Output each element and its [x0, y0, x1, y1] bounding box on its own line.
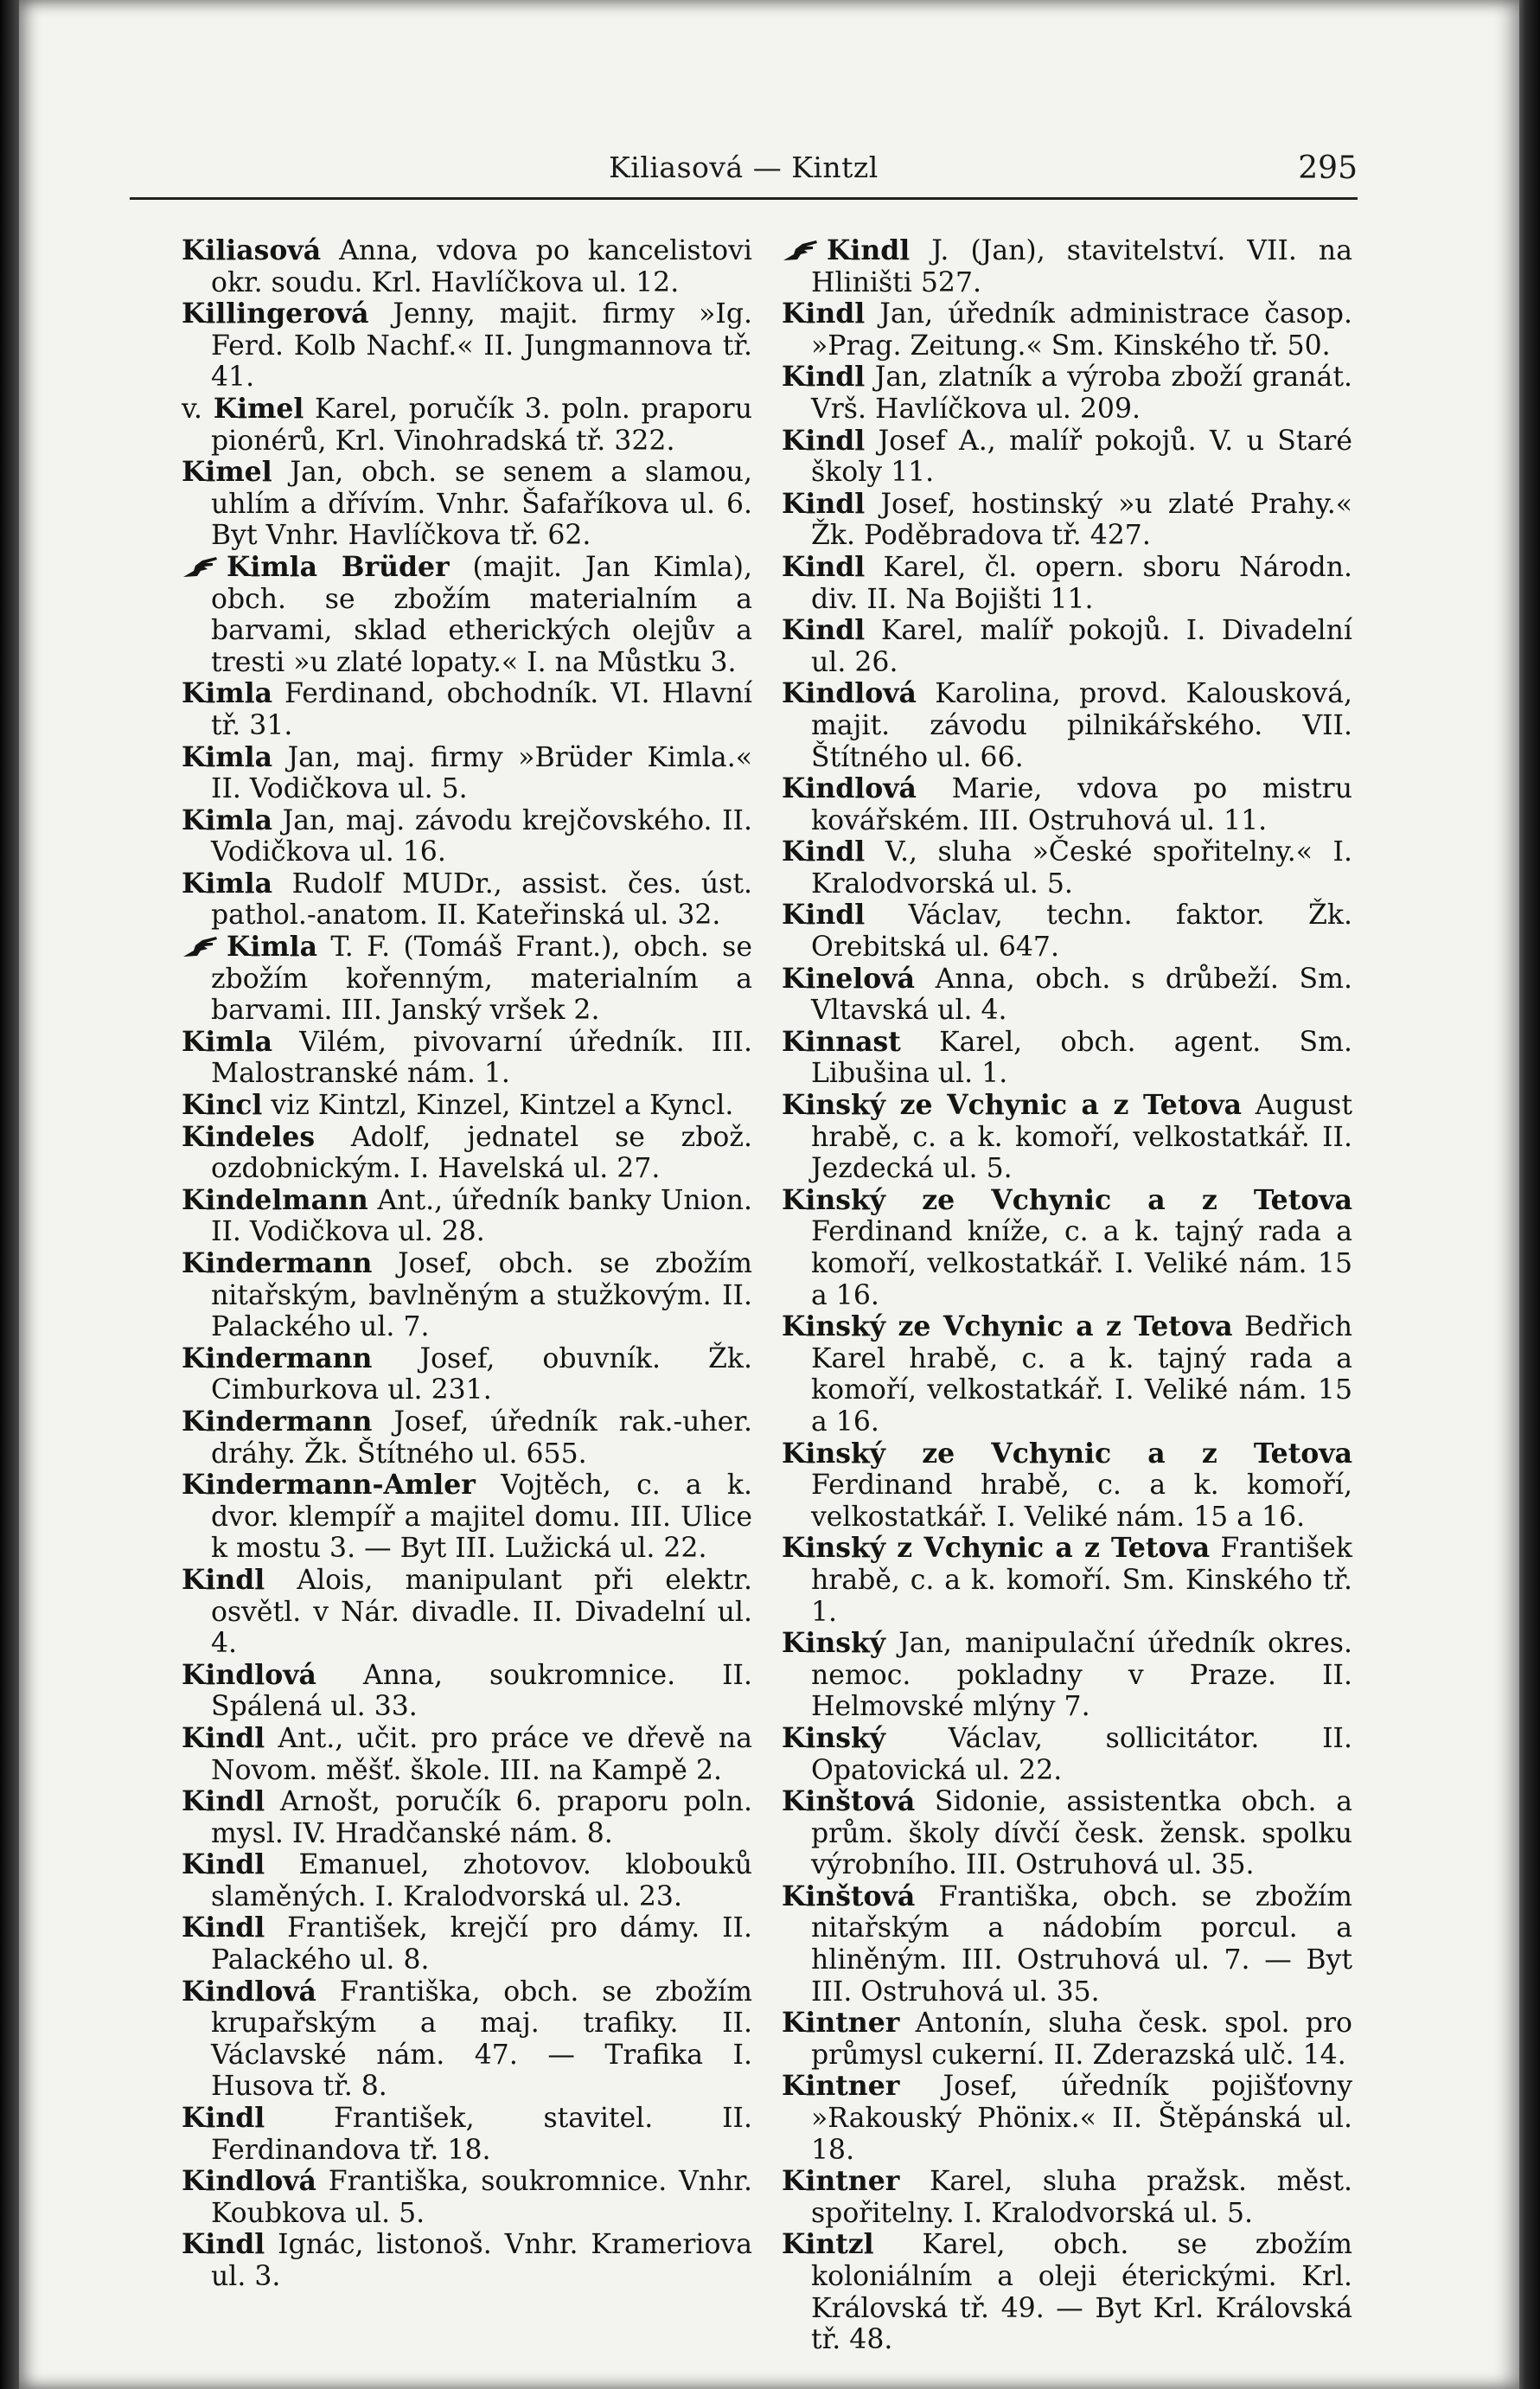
directory-entry [782, 235, 1352, 298]
entry-details: Anna, obch. s drůbeží. Sm. Vltavská ul. 4. [811, 963, 1352, 1027]
directory-entry [182, 1976, 752, 2103]
entry-name: Kimla [182, 804, 273, 836]
entry-name: Kinský z Vchynic a z Tetova [782, 1532, 1211, 1565]
entry-details: Josef A., malíř pokojů. V. u Staré školy 11. [811, 425, 1352, 489]
directory-entry [182, 1849, 752, 1912]
directory-entry [782, 1533, 1352, 1628]
directory-entry [182, 1122, 752, 1185]
directory-entry [182, 932, 752, 1027]
pointing-hand-icon [782, 239, 820, 263]
entry-name: Kimel [213, 392, 304, 425]
right-column [782, 234, 1353, 2356]
entry-details: František hrabě, c. a k. komoří. Sm. Kinského tř. 1. [811, 1533, 1352, 1628]
entry-details: Jan, manipulační úředník okres. nemoc. pokladny v Praze. II. Helmovské mlýny 7. [811, 1628, 1352, 1723]
entry-name: Kindl [782, 487, 866, 520]
entry-details: Josef, obuvník. Žk. Cimburkova ul. 231. [211, 1342, 752, 1406]
directory-entry [782, 489, 1352, 552]
directory-entry [782, 2071, 1352, 2166]
entry-details: Vilém, pivovarní úředník. III. Malostranské nám. 1. [211, 1026, 752, 1090]
entry-name: Kindl [182, 1563, 265, 1596]
entry-details: Anna, soukromnice. II. Spálená ul. 33. [211, 1659, 752, 1723]
entry-details: Jan, maj. závodu krejčovského. II. Vodičkova ul. 16. [211, 804, 752, 868]
entry-name: Kimla [182, 867, 273, 900]
directory-entry [182, 1565, 752, 1660]
entry-name: Kimel [182, 456, 272, 489]
entry-details: Ant., úředník banky Union. II. Vodičkova ul. 28. [211, 1184, 752, 1248]
entry-details: Josef, úředník pojišťovny »Rakouský Phönix.« II. Štěpánská ul. 18. [811, 2071, 1352, 2166]
entry-name: Kinský ze Vchynic a z Tetova [782, 1437, 1352, 1470]
directory-entry [782, 2229, 1352, 2355]
directory-entry [782, 1311, 1352, 1438]
entry-name: Kinský [782, 1627, 886, 1660]
entry-details: Františka, soukromnice. Vnhr. Koubkova ul. 5. [211, 2166, 752, 2229]
entry-details: viz Kintzl, Kinzel, Kintzel a Kyncl. [262, 1090, 734, 1122]
entry-details: Jan, maj. firmy »Brüder Kimla.« II. Vodičkova ul. 5. [211, 741, 752, 805]
page-number: 295 [1298, 151, 1358, 186]
entry-details: Emanuel, zhotovov. klobouků slaměných. I. Kralodvorská ul. 23. [211, 1849, 752, 1912]
entry-name: Kinštová [782, 1880, 916, 1912]
entry-details: Karel, čl. opern. sboru Národn. div. II. Na Bojišti 11. [811, 551, 1352, 615]
entry-details: Josef, obch. se zbožím nitařským, bavlněným a stužkovým. II. Palackého ul. 7. [211, 1248, 752, 1343]
directory-entry [182, 1786, 752, 1849]
directory-entry [182, 2166, 752, 2229]
entry-name: Kindl [782, 899, 866, 932]
entry-name: Kindl [782, 614, 866, 647]
entry-details: Karolina, provd. Kalousková, majit. závodu pilnikářského. VII. Štítného ul. 66. [811, 678, 1352, 773]
directory-entry [782, 900, 1352, 963]
directory-entry [782, 2166, 1352, 2229]
entry-name: Kindlová [182, 2165, 316, 2198]
entry-details: Františka, obch. se zbožím nitařským a nádobím porcul. a hliněným. III. Ostruhová ul. 7. — Byt III. Ostruhová ul. 35. [811, 1880, 1352, 2008]
entry-details: Františka, obch. se zbožím krupařským a maj. trafiky. II. Václavské nám. 47. — Trafika I. Husova tř. 8. [211, 1976, 752, 2103]
directory-entry [182, 1343, 752, 1406]
entry-prefix: v. [182, 393, 214, 425]
directory-entry [782, 678, 1352, 773]
entry-details: August hrabě, c. a k. komoří, velkostatkář. II. Jezdecká ul. 5. [811, 1090, 1352, 1185]
directory-entry [782, 2008, 1352, 2071]
directory-entry [182, 742, 752, 805]
entry-name: Kinelová [782, 962, 915, 995]
entry-details: Ferdinand hrabě, c. a k. komoří, velkostatkář. I. Veliké nám. 15 a 16. [811, 1470, 1352, 1533]
directory-entry [182, 2103, 752, 2166]
directory-entry [182, 1406, 752, 1470]
directory-entry [782, 298, 1352, 362]
directory-entry [182, 298, 752, 394]
entry-details: Bedřich Karel hrabě, c. a k. tajný rada a komoří, velkostatkář. I. Veliké nám. 15 a 16. [811, 1311, 1353, 1438]
entry-name: Kindeles [182, 1120, 316, 1153]
entry-details: Václav, sollicitátor. II. Opatovická ul. 22. [811, 1722, 1352, 1786]
directory-entry [182, 2229, 752, 2292]
entry-name: Kimla [227, 931, 318, 964]
entry-details: Ferdinand, obchodník. VI. Hlavní tř. 31. [211, 678, 752, 741]
pointing-hand-icon [182, 555, 220, 580]
directory-entry [782, 552, 1352, 615]
directory-entry [782, 964, 1352, 1027]
directory-entry [182, 552, 752, 678]
entry-details: Josef, hostinský »u zlaté Prahy.« Žk. Poděbradova tř. 427. [811, 488, 1352, 552]
entry-details: Jan, zlatník a výroba zboží granát. Vrš. Havlíčkova ul. 209. [811, 362, 1352, 425]
entry-details: František, stavitel. II. Ferdinandova tř. 18. [211, 2103, 752, 2166]
entry-name: Kindlová [782, 772, 917, 805]
directory-entry [182, 1027, 752, 1090]
entry-name: Kindlová [182, 1975, 316, 2008]
entry-details: Sidonie, assistentka obch. a prům. školy dívčí česk. žensk. spolku výrobního. III. Ostruhová ul. 35. [811, 1786, 1352, 1881]
entry-details: Anna, vdova po kancelistovi okr. soudu. Krl. Havlíčkova ul. 12. [211, 235, 752, 298]
entry-details: Ignác, listonoš. Vnhr. Krameriova ul. 3. [211, 2229, 752, 2292]
entry-details: Rudolf MUDr., assist. čes. úst. pathol.-anatom. II. Kateřinská ul. 32. [211, 868, 752, 932]
entry-details: Jan, obch. se senem a slamou, uhlím a dřívím. Vnhr. Šafaříkova ul. 6. Byt Vnhr. Havlíčkova tř. 62. [211, 457, 752, 552]
directory-entry [782, 1027, 1352, 1090]
entry-details: Karel, sluha pražsk. měst. spořitelny. I. Kralodvorská ul. 5. [811, 2166, 1352, 2229]
left-column [182, 235, 752, 2346]
directory-entry [182, 678, 752, 741]
entry-name: Killingerová [182, 298, 369, 330]
entry-name: Kindl [782, 424, 866, 457]
entry-details: Ant., učit. pro práce ve dřevě na Novom. měšť. škole. III. na Kampě 2. [211, 1722, 752, 1786]
directory-entry [782, 1786, 1352, 1881]
entry-name: Kinský ze Vchynic a z Tetova [782, 1183, 1352, 1216]
entry-name: Kiliasová [182, 234, 322, 266]
scan-edge-left [0, 0, 19, 2389]
entry-details: Arnošt, poručík 6. praporu poln. mysl. IV. Hradčanské nám. 8. [211, 1786, 752, 1849]
directory-entry [182, 457, 752, 552]
entry-details: J. (Jan), stavitelství. VII. na Hliništi 527. [811, 235, 1352, 298]
entry-name: Kindl [182, 1721, 265, 1754]
entry-name: Kindl [182, 1785, 265, 1818]
entry-name: Kimla Brüder [227, 550, 450, 583]
directory-entry [182, 868, 752, 932]
directory-entry [782, 773, 1352, 836]
entry-name: Kindl [182, 1848, 265, 1881]
directory-entry [182, 1185, 752, 1248]
entry-details: Jenny, majit. firmy »Ig. Ferd. Kolb Nachf.« II. Jungmannova tř. 41. [211, 298, 752, 394]
entry-details: Antonín, sluha česk. spol. pro průmysl cukerní. II. Zderazská ulč. 14. [811, 2008, 1352, 2071]
entry-name: Kindl [182, 1912, 265, 1944]
entry-details: Jan, úředník administrace časop. »Prag. Zeitung.« Sm. Kinského tř. 50. [811, 298, 1352, 362]
entry-name: Kinský ze Vchynic a z Tetova [782, 1089, 1243, 1122]
entry-details: V., sluha »České spořitelny.« I. Kralodvorská ul. 5. [811, 836, 1352, 900]
entry-name: Kindelmann [182, 1183, 368, 1216]
entry-name: Kintner [782, 2070, 900, 2103]
entry-name: Kimla [182, 677, 273, 710]
directory-entry [782, 1628, 1352, 1723]
entry-name: Kindl [782, 550, 866, 583]
entry-name: Kindl [782, 836, 866, 868]
entry-name: Kindlová [182, 1658, 316, 1691]
entry-name: Kindermann [182, 1247, 373, 1279]
directory-entry [782, 1438, 1352, 1534]
entry-details: Václav, techn. faktor. Žk. Orebitská ul. 647. [811, 900, 1352, 964]
entry-details: Karel, poručík 3. poln. praporu pionérů, Krl. Vinohradská tř. 322. [211, 393, 752, 457]
entry-name: Kinský [782, 1721, 886, 1754]
entry-details: (majit. Jan Kimla), obch. se zbožím materialním a barvami, sklad etherických olejův a tresti »u zlaté lopaty.« I. na Můstku 3. [211, 551, 752, 678]
entry-details: Karel, obch. se zbožím koloniálním a oleji éterickými. Krl. Královská tř. 49. — Byt Krl. Královská tř. 48. [811, 2229, 1352, 2356]
directory-entry [182, 1090, 752, 1122]
directory-entry [182, 805, 752, 868]
directory-entry [782, 836, 1352, 900]
entry-name: Kincl [182, 1089, 263, 1122]
entry-details: Karel, malíř pokojů. I. Divadelní ul. 26. [811, 615, 1352, 678]
entry-name: Kindermann [182, 1342, 373, 1374]
entry-name: Kinnast [782, 1025, 901, 1058]
entry-name: Kindlová [782, 677, 917, 710]
entry-details: František, krejčí pro dámy. II. Palackého ul. 8. [211, 1912, 752, 1976]
directory-entry [182, 1660, 752, 1723]
page-header [130, 145, 1358, 200]
entry-name: Kindl [782, 361, 866, 394]
entry-details: Vojtěch, c. a k. dvor. klempíř a majitel domu. III. Ulice k mostu 3. — Byt III. Lužická ul. 22. [211, 1470, 752, 1565]
entry-name: Kindl [827, 234, 911, 266]
entry-name: Kindermann [182, 1405, 373, 1438]
directory-entry [782, 1090, 1352, 1185]
entry-name: Kindl [782, 298, 866, 330]
directory-entry [782, 1881, 1352, 2008]
running-head: Kiliasová — Kintzl [609, 151, 879, 184]
entry-details: Marie, vdova po mistru kovářském. III. Ostruhová ul. 11. [811, 773, 1352, 836]
directory-entry [782, 1723, 1352, 1786]
entry-name: Kinský ze Vchynic a z Tetova [782, 1310, 1233, 1343]
entry-name: Kimla [182, 1025, 273, 1058]
entry-details: Ferdinand kníže, c. a k. tajný rada a komoří, velkostatkář. I. Veliké nám. 15 a 16. [811, 1216, 1352, 1311]
entry-details: Josef, úředník rak.-uher. dráhy. Žk. Štítného ul. 655. [211, 1406, 752, 1470]
entry-name: Kindl [182, 2228, 265, 2261]
directory-entry [182, 1912, 752, 1976]
entry-name: Kindermann-Amler [182, 1469, 476, 1502]
directory-entry [182, 1470, 752, 1565]
directory-entry [782, 615, 1352, 678]
pointing-hand-icon [182, 935, 220, 959]
directory-entry [182, 1723, 752, 1786]
entry-details: Adolf, jednatel se zbož. ozdobnickým. I. Havelská ul. 27. [211, 1121, 752, 1185]
entry-name: Kindl [182, 2102, 265, 2135]
directory-entry [782, 426, 1352, 489]
entry-name: Kintzl [782, 2228, 874, 2261]
entry-details: T. F. (Tomáš Frant.), obch. se zbožím kořenným, materialním a barvami. III. Janský vršek 2. [211, 932, 752, 1027]
directory-entry [782, 1185, 1352, 1311]
entry-name: Kinštová [782, 1785, 916, 1818]
directory-entry [182, 235, 752, 298]
directory-entry [182, 394, 752, 457]
directory-entry [182, 1248, 752, 1343]
directory-entry [782, 362, 1352, 425]
entry-name: Kimla [182, 740, 273, 773]
entry-name: Kintner [782, 2165, 900, 2198]
entry-details: Karel, obch. agent. Sm. Libušina ul. 1. [811, 1026, 1352, 1090]
entry-name: Kintner [782, 2007, 900, 2040]
entry-details: Alois, manipulant při elektr. osvětl. v Nár. divadle. II. Divadelní ul. 4. [211, 1564, 752, 1660]
scan-edge-right [1519, 0, 1540, 2389]
